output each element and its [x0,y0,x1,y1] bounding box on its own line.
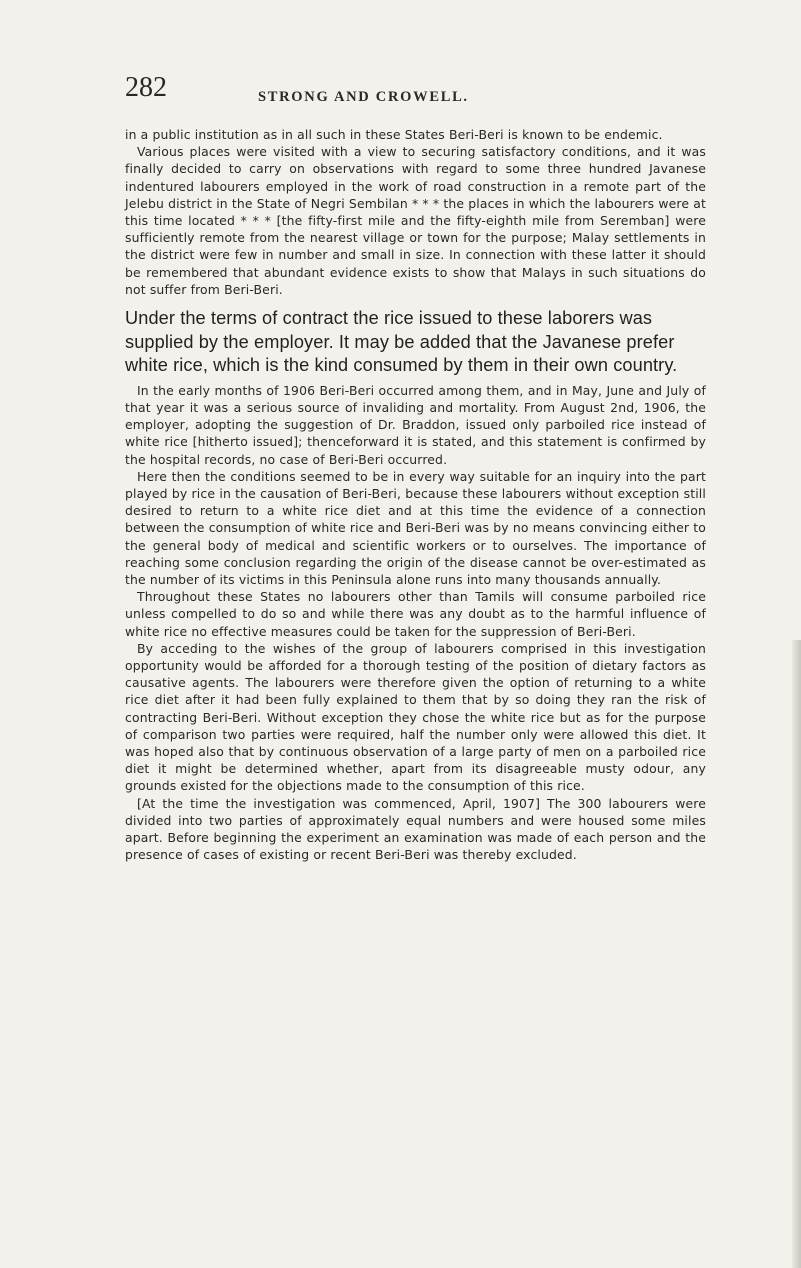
running-head: STRONG AND CROWELL. [258,89,469,105]
paragraph: in a public institution as in all such in these States Beri-Beri is known to be endemic. [125,127,663,142]
paragraph: Here then the conditions seemed to be in every way suitable for an inquiry into the part played by rice in the causation of Beri-Beri, because these labourers without exception still desired to return to a white rice diet and at this time the evidence of a connection between the consumption of white rice and Beri-Beri was by no means convincing either to the general body of medical and scientific workers or to ourselves. The importance of reaching some conclusion regarding the origin of the disease cannot be over-estimated as the number of its victims in this Peninsula alone runs into many thousands annually. [125,468,706,588]
page-body [125,126,706,864]
paragraph: Throughout these States no labourers other than Tamils will consume parboiled rice unless compelled to do so and while there was any doubt as to the harmful influence of white rice no effective measures could be taken for the suppression of Beri-Beri. [125,589,706,639]
paragraph: By acceding to the wishes of the group of labourers comprised in this investigation opportunity would be afforded for a thorough testing of the position of dietary factors as causative agents. The labourers were therefore given the option of returning to a white rice diet after it had been fully explained to them that by so doing they ran the risk of contracting Beri-Beri. Without exception they chose the white rice but as for the purpose of comparison two parties were required, half the number only were allowed this diet. It was hoped also that by continuous observation of a large party of men on a parboiled rice diet it might be determined whether, apart from its disagreeable musty odour, any grounds existed for the objections made to the consumption of this rice. [125,640,706,794]
paragraph: Various places were visited with a view to securing satisfactory conditions, and it was finally decided to carry on observations with regard to some three hundred Javanese indentured labourers employed in the work of road construction in a remote part of the Jelebu district in the State of Negri Sembilan * * * the places in which the labourers were at this time located * * * [the fifty-first mile and the fifty-eighth mile from Seremban] were sufficiently remote from the nearest village or town for the purpose; Malay settlements in the district were few in number and small in size. In connection with these latter it should be remembered that abundant evidence exists to show that Malays in such situations do not suffer from Beri-Beri. [125,144,706,297]
page-edge-shadow [792,640,801,1268]
interpolated-passage: Under the terms of contract the rice issued to these laborers was supplied by the employer. It may be added that the Javanese prefer white rice, which is the kind consumed by them in their own country. [125,308,678,376]
page-header [0,62,801,122]
page-number: 282 [125,72,167,103]
paragraph: In the early months of 1906 Beri-Beri occurred among them, and in May, June and July of that year it was a serious source of invaliding and mortality. From August 2nd, 1906, the employer, adopting the suggestion of Dr. Braddon, issued only parboiled rice instead of white rice [hitherto issued]; thenceforward it is stated, and this statement is confirmed by the hospital records, no case of Beri-Beri occurred. [125,382,706,467]
paragraph: [At the time the investigation was commenced, April, 1907] The 300 labourers were divided into two parties of approximately equal numbers and were housed some miles apart. Before beginning the experiment an examination was made of each person and the presence of cases of existing or recent Beri-Beri was thereby excluded. [125,795,706,863]
